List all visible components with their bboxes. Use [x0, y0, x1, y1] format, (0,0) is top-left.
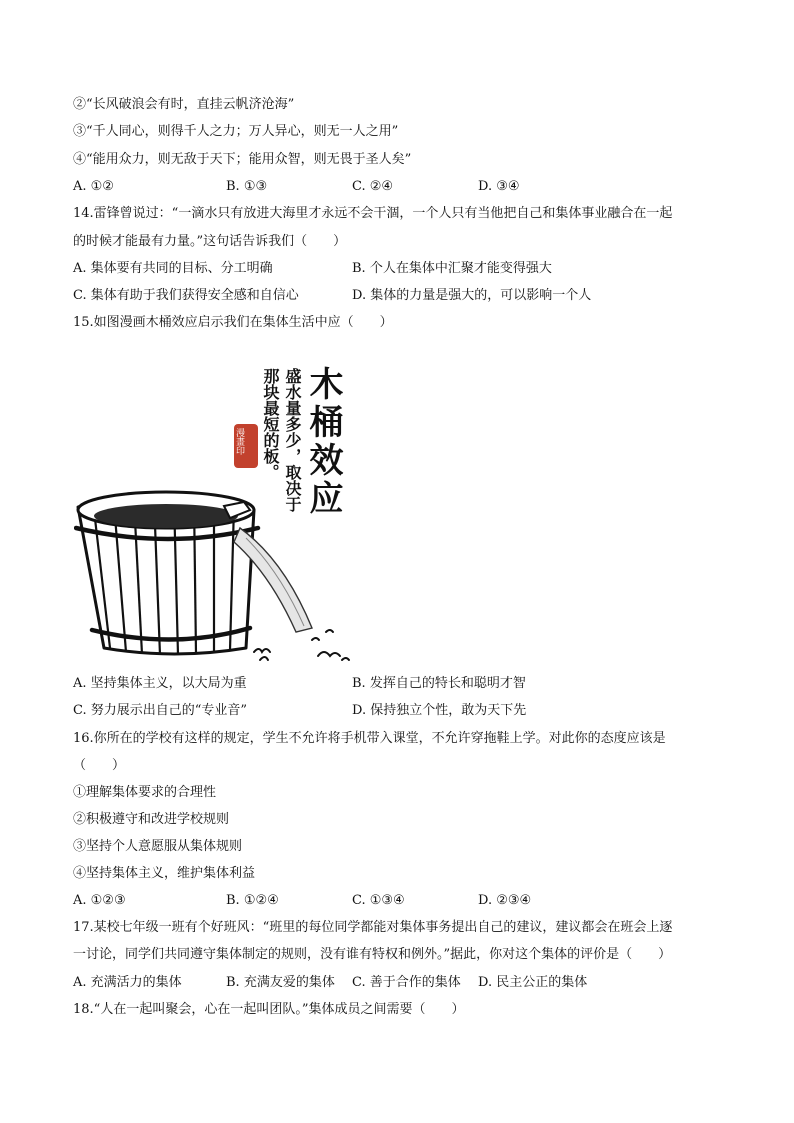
q18-stem: 18.“人在一起叫聚会，心在一起叫团队。”集体成员之间需要（ ） [73, 1002, 465, 1017]
q15-option-d: D. 保持独立个性，敢为天下先 [352, 703, 527, 718]
q16-option-b: B. ①②④ [226, 893, 279, 908]
q16-stem-line-1: 16.你所在的学校有这样的规定，学生不允许将手机带入课堂，不允许穿拖鞋上学。对此你的态度应该是 [73, 731, 666, 746]
q13-option-b: B. ①③ [226, 179, 268, 194]
q16-item-4: ④坚持集体主义，维护集体利益 [73, 866, 256, 881]
q13-item-2: ②“长风破浪会有时，直挂云帆济沧海” [73, 97, 295, 112]
q13-option-a: A. ①② [73, 179, 114, 194]
q17-option-b: B. 充满友爱的集体 [226, 975, 335, 990]
q16-option-a: A. ①②③ [73, 893, 126, 908]
figure-title: 木桶效应 [303, 366, 343, 518]
q16-item-1: ①理解集体要求的合理性 [73, 785, 217, 800]
q14-option-d: D. 集体的力量是强大的，可以影响一个人 [352, 288, 592, 303]
q14-option-a: A. 集体要有共同的目标、分工明确 [73, 261, 273, 276]
q15-stem: 15.如图漫画木桶效应启示我们在集体生活中应（ ） [73, 315, 393, 330]
q14-option-c: C. 集体有助于我们获得安全感和自信心 [73, 288, 299, 303]
q14-stem-line-2: 的时候才能最有力量。”这句话告诉我们（ ） [73, 234, 347, 249]
q13-item-4: ④“能用众力，则无敌于天下；能用众智，则无畏于圣人矣” [73, 152, 412, 167]
q17-stem-line-1: 17.某校七年级一班有个好班风：“班里的每位同学都能对集体事务提出自己的建议，建议都会在班会上逐 [73, 920, 673, 935]
q16-stem-line-2: （ ） [73, 758, 126, 773]
q16-option-d: D. ②③④ [478, 893, 532, 908]
q14-option-b: B. 个人在集体中汇聚才能变得强大 [352, 261, 552, 276]
figure-caption-col-2: 那块最短的板。 [261, 368, 280, 480]
q16-item-2: ②积极遵守和改进学校规则 [73, 812, 230, 827]
q13-item-3: ③“千人同心，则得千人之力；万人异心，则无一人之用” [73, 124, 399, 139]
q17-option-c: C. 善于合作的集体 [352, 975, 461, 990]
q16-option-c: C. ①③④ [352, 893, 405, 908]
q17-option-d: D. 民主公正的集体 [478, 975, 588, 990]
q15-option-a: A. 坚持集体主义，以大局为重 [73, 676, 247, 691]
q17-option-a: A. 充满活力的集体 [73, 975, 182, 990]
q15-option-b: B. 发挥自己的特长和聪明才智 [352, 676, 526, 691]
q13-option-d: D. ③④ [478, 179, 520, 194]
q15-option-c: C. 努力展示出自己的“专业音” [73, 703, 248, 718]
q13-option-c: C. ②④ [352, 179, 394, 194]
q16-item-3: ③坚持个人意愿服从集体规则 [73, 839, 243, 854]
seal-text: 漫畫印 [234, 428, 244, 455]
q17-stem-line-2: 一讨论，同学们共同遵守集体制定的规则，没有谁有特权和例外。”据此，你对这个集体的评价是（ ） [73, 947, 672, 962]
q14-stem-line-1: 14.雷锋曾说过：“一滴水只有放进大海里才永远不会干涸，一个人只有当他把自己和集体事业融合在一起 [73, 206, 673, 221]
figure-caption-col-1: 盛水量多少，取决于 [283, 368, 302, 512]
wooden-bucket-cartoon [74, 360, 364, 670]
